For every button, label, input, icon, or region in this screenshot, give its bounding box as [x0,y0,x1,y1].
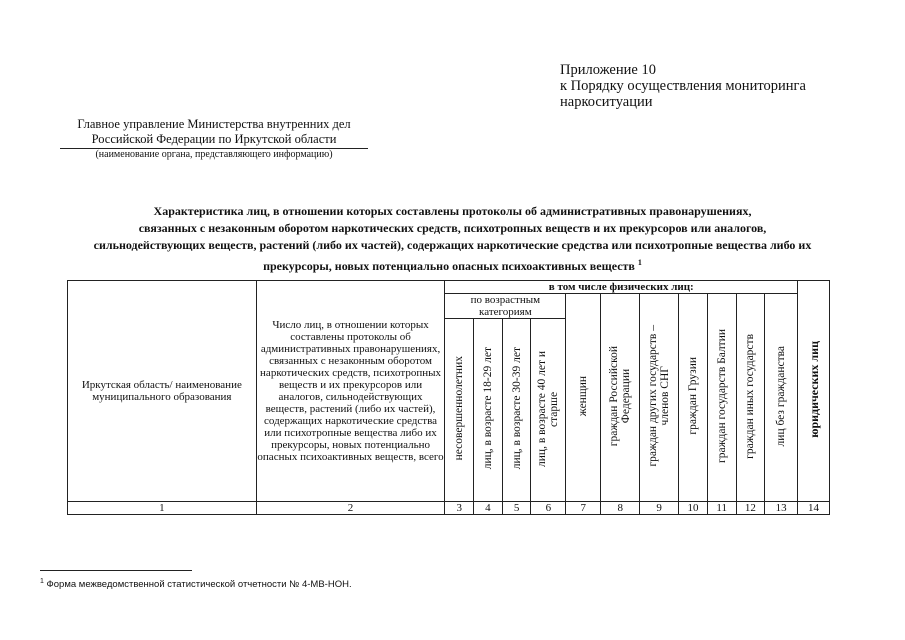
header-georgia-citizens [679,294,708,502]
appendix-number: Приложение 10 [560,62,656,78]
column-number: 12 [736,502,765,515]
title-line3: сильнодействующих веществ, растений (либо их частей), содержащих наркотические средства или психотропные вещества либо их [93,238,812,252]
column-number: 4 [474,502,503,515]
title-footnote-mark: 1 [637,258,642,267]
column-number: 2 [256,502,445,515]
column-number: 13 [765,502,798,515]
footnote-mark: 1 [40,578,44,585]
age-40-plus-label-a: лиц, в возрасте 40 лет и [536,350,549,467]
russian-citizens-label-b: Федерации [620,368,633,424]
title-line4-wrap [40,254,865,275]
header-cis-citizens [640,294,679,502]
column-number: 1 [68,502,257,515]
header-minors [445,319,474,502]
cis-citizens-label-a: граждан других государств – [647,325,660,467]
header-municipality: Иркутская область/ наименование муниципального образования [68,281,257,502]
footnote-separator [40,570,192,571]
georgia-citizens-label: граждан Грузии [686,357,699,435]
age-30-39-label: лиц, в возрасте 30-39 лет [510,347,523,470]
age-18-29-label: лиц, в возрасте 18-29 лет [481,347,494,470]
title-line1: Характеристика лиц, в отношении которых составлены протоколы об административных правонарушениях, [153,204,752,218]
header-stateless [765,294,798,502]
legal-entities-label: юридических лиц [806,341,821,438]
footnote-text: Форма межведомственной статистической отчетности № 4-МВ-НОН. [46,579,352,591]
column-number: 11 [707,502,736,515]
other-citizens-label: граждан иных государств [744,333,757,459]
column-number: 3 [445,502,474,515]
appendix-heading [560,62,806,110]
title-line4: прекурсоры, новых потенциально опасных психоактивных веществ [263,259,635,273]
women-label: женщин [577,375,590,417]
appendix-reference: к Порядку осуществления мониторинга [560,78,806,94]
header-russian-citizens [601,294,640,502]
statistics-table [67,280,830,515]
header-age-30-39 [502,319,531,502]
age-40-plus-label-b: старше [548,390,561,427]
header-individuals-group: в том числе физических лиц: [445,281,798,294]
authority-caption: (наименование органа, представляющего информацию) [95,149,333,160]
header-age-40-plus [531,319,566,502]
header-other-citizens [736,294,765,502]
cis-citizens-label-b: членов СНГ [659,366,672,426]
minors-label: несовершеннолетних [453,356,466,461]
baltic-citizens-label: граждан государств Балтии [715,329,728,463]
stateless-label: лиц без гражданства [775,345,788,447]
footnote [40,578,352,590]
column-number: 5 [502,502,531,515]
russian-citizens-label-a: граждан Российской [608,345,621,447]
title-line2: связанных с незаконным оборотом наркотических средств, психотропных веществ и их прекурсоров или аналогов, [138,221,767,235]
reporting-authority [60,117,368,161]
header-age-18-29 [474,319,503,502]
header-women [566,294,601,502]
authority-name-line1: Главное управление Министерства внутренних дел [77,117,351,131]
column-number: 9 [640,502,679,515]
column-number: 8 [601,502,640,515]
header-total-persons: Число лиц, в отношении которых составлены протоколы об административных правонарушениях, связанных с незаконным оборотом наркотических средств, психотропных веществ и их прекурсоров или аналогов, сильнодействующих веществ, растений (либо их частей), содержащих наркотические средства или психотропные вещества либо их прекурсоры, новых потенциально опасных психоактивных веществ, всего [256,281,445,502]
column-number: 6 [531,502,566,515]
header-baltic-citizens [707,294,736,502]
column-numbers-row [68,502,830,515]
document-title [40,203,865,275]
column-number: 14 [798,502,830,515]
header-legal-entities [798,281,830,502]
header-age-categories: по возрастным категориям [445,294,566,319]
column-number: 10 [679,502,708,515]
authority-name-line2: Российской Федерации по Иркутской области [91,132,337,146]
appendix-reference-cont: наркоситуации [560,94,653,110]
column-number: 7 [566,502,601,515]
